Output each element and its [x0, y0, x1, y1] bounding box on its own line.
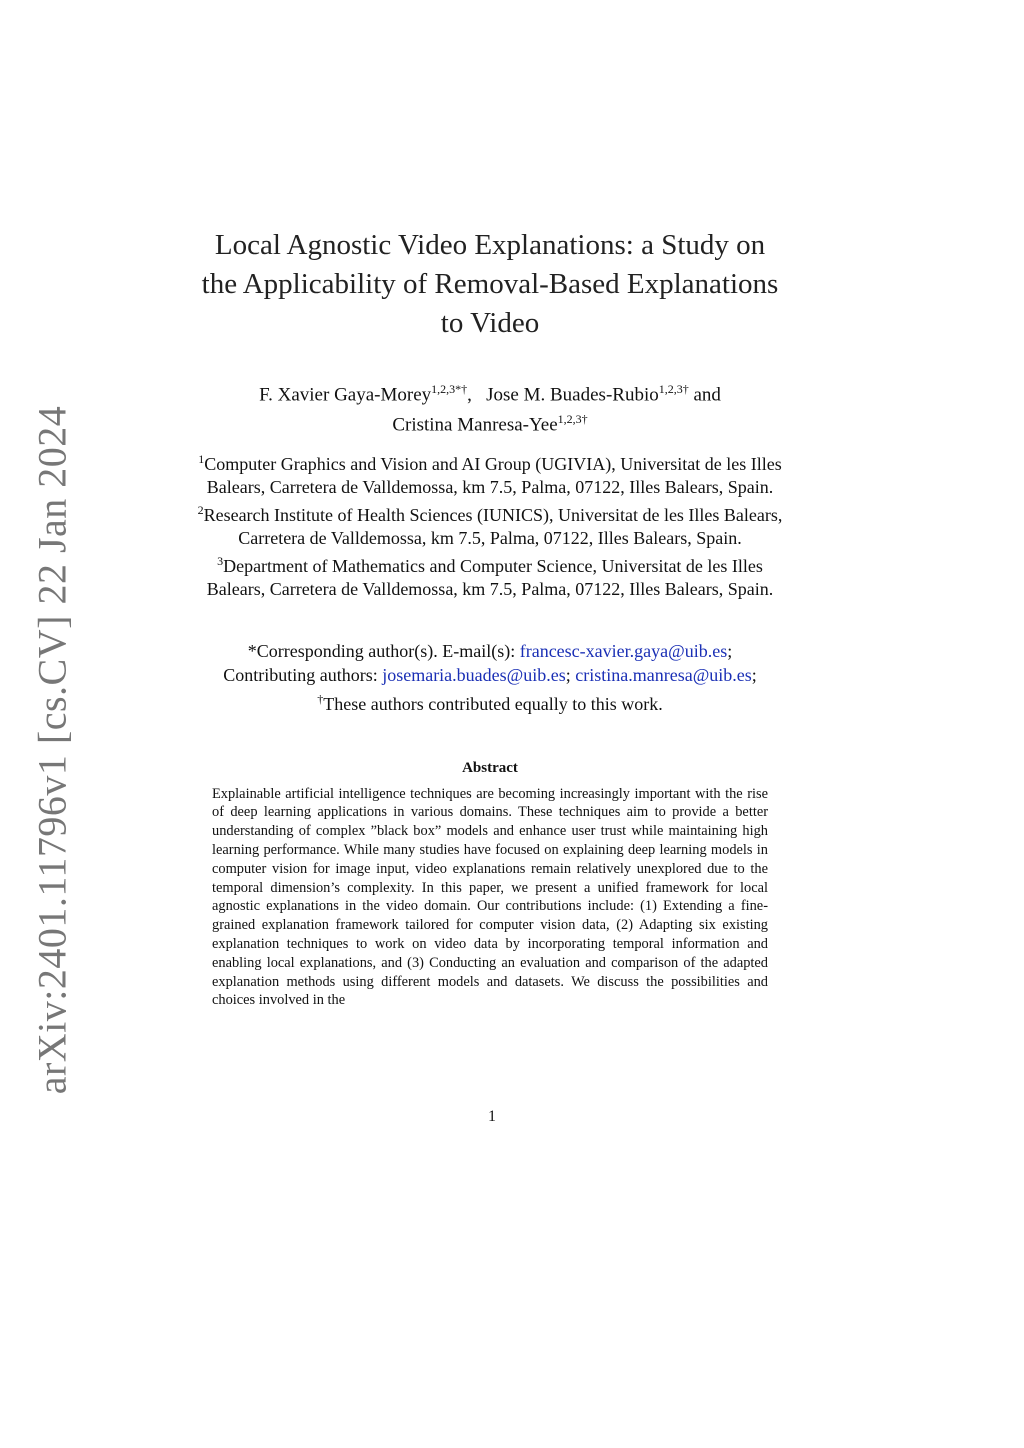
author-3-name: Cristina Manresa-Yee [392, 414, 558, 436]
contributing-email-link-1[interactable]: josemaria.buades@uib.es [382, 664, 566, 685]
arxiv-identifier-text: arXiv:2401.11796v1 [cs.CV] 22 Jan 2024 [29, 405, 75, 1095]
affiliation-1-text: Computer Graphics and Vision and AI Group (UGIVIA), Universitat de les Illes Balears, Carretera de Valldemossa, km 7.5, Palma, 07122, Illes Balears, Spain. [204, 453, 782, 497]
paper-title [190, 226, 790, 343]
author-list: F. Xavier Gaya-Morey$^{1,2,3*\dagger}$, Jose M. Buades-Rubio$^{1,2,3\dagger}$ and Cristina Manresa-Yee$^{1,2,3\dagger}$ [259, 382, 721, 436]
author-3-affil: 1,2,3† [557, 412, 588, 427]
title-line-2: the Applicability of Removal-Based Explanations [201, 268, 779, 300]
contributing-email-link-2[interactable]: cristina.manresa@uib.es [575, 664, 752, 685]
affiliation-3-number: 3 [217, 553, 224, 568]
front-matter [190, 226, 790, 1010]
title-line-1: Local Agnostic Video Explanations: a Study on [214, 229, 766, 261]
abstract-heading: Abstract [462, 759, 518, 776]
affiliation-1 [190, 448, 790, 499]
corresponding-email-link[interactable]: francesc-xavier.gaya@uib.es [519, 640, 728, 661]
affiliation-2-text: Research Institute of Health Sciences (IUNICS), Universitat de les Illes Balears, Carretera de Valldemossa, km 7.5, Palma, 07122, Illes Balears, Spain. [203, 504, 783, 548]
affiliation-2 [190, 499, 790, 550]
author-2-affil: 1,2,3† [658, 382, 689, 396]
contact-block: *Corresponding author(s). E-mail(s): francesc-xavier.gaya@uib.es; Contributing authors: josemaria.buades@uib.es; cristina.manresa@uib.es; †These authors contributed equally to this work. [223, 640, 757, 714]
abstract-body: Explainable artificial intelligence techniques are becoming increasingly important with the rise of deep learning applications in various domains. These techniques aim to provide a better understanding of complex ”black box” models and enhance user trust while maintaining high learning performance. While many studies have focused on explaining deep learning models in computer vision for image input, video explanations remain relatively unexplored due to the temporal dimension’s complexity. In this paper, we present a unified framework for local agnostic explanations in the video domain. Our contributions include: (1) Extending a fine-grained explanation framework tailored for computer vision data, (2) Adapting six existing explanation techniques to work on video data by incorporating temporal information and enabling local explanations, and (3) Conducting an evaluation and comparison of the adapted explanation methods using different models and datasets. We discuss the possibilities and choices involved in the [212, 785, 768, 1009]
author-1-affil: 1,2,3*† [431, 382, 468, 396]
affiliation-3-text: Department of Mathematics and Computer Science, Universitat de les Illes Balears, Carretera de Valldemossa, km 7.5, Palma, 07122, Illes Balears, Spain. [206, 555, 774, 599]
author-conjunction: and [693, 384, 721, 406]
equal-contribution-mark: † [317, 691, 324, 706]
title-line-3: to Video [440, 307, 540, 339]
contributing-label: Contributing authors: [223, 664, 378, 685]
corresponding-label: *Corresponding author(s). E-mail(s): [247, 640, 516, 661]
page-number: 1 [488, 1108, 496, 1125]
affiliation-2-number: 2 [197, 502, 204, 517]
affiliation-list [190, 448, 790, 601]
author-1-name: F. Xavier Gaya-Morey [259, 384, 432, 406]
abstract-section [190, 760, 790, 1011]
author-2-name: Jose M. Buades-Rubio [486, 384, 659, 406]
affiliation-1-number: 1 [198, 451, 205, 466]
affiliation-3 [190, 550, 790, 601]
equal-contribution-note: These authors contributed equally to this work. [323, 693, 663, 714]
